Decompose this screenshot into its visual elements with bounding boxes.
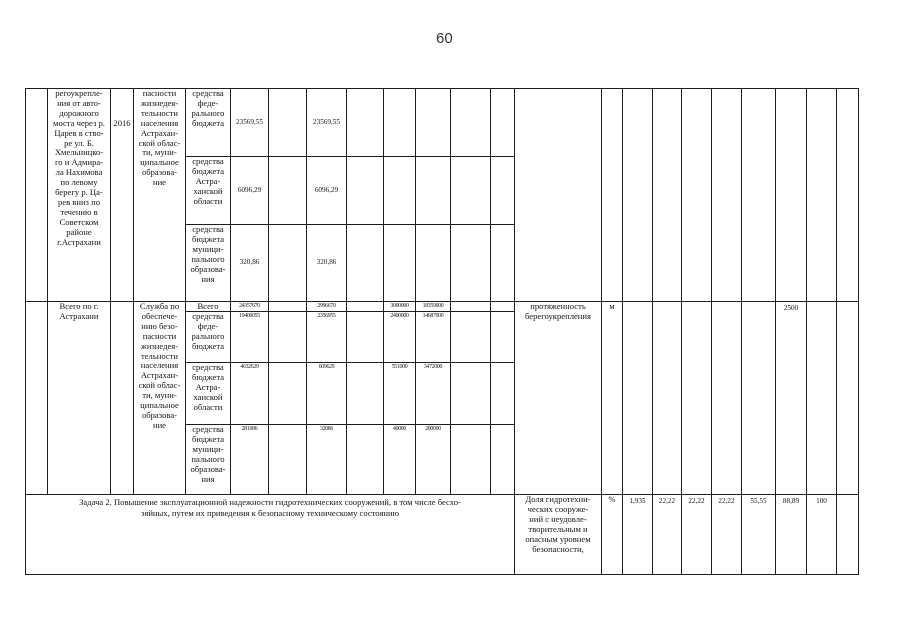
table-cell-c78: 200000 xyxy=(415,424,450,494)
table-cell-c68: 551000 xyxy=(383,362,415,424)
table-cell-c8 xyxy=(383,88,415,156)
table-cell-c74 xyxy=(268,424,306,494)
table-cell-c84 xyxy=(652,301,681,494)
table-cell-c59: 2400000 xyxy=(383,311,415,362)
table-cell-c9 xyxy=(415,88,450,156)
table-cell-c4: 23569,55 xyxy=(230,88,268,156)
table-cell-c42: Всего по г. Астрахани xyxy=(47,301,110,494)
table-cell-c23 xyxy=(268,224,306,301)
table-cell-c40 xyxy=(836,88,858,301)
table-cell-c69: 3472000 xyxy=(415,362,450,424)
table-cell-c62 xyxy=(490,311,514,362)
table-cell-c41 xyxy=(25,301,47,494)
table-cell-c17 xyxy=(383,156,415,224)
table-cell-c91: Задача 2. Повышение эксплуатационной надежности гидротехнических сооружений, в том числе бесхо- зяйных, путем их приведения к безопасному техническому состоянию xyxy=(25,494,514,574)
table-cell-c94: 1,935 xyxy=(622,494,652,574)
table-cell-c85 xyxy=(681,301,711,494)
table-right-border xyxy=(858,88,859,575)
table-cell-c98: 55,55 xyxy=(741,494,775,574)
table-cell-c76 xyxy=(346,424,383,494)
table-cell-c45: Всего xyxy=(185,301,230,311)
table-cell-c0: регоукрепле- ния от авто- дорожного моста через р. Царев в ство- ре ул. Б. Хмельницко- го и Адмира- ла Нахимова по левому берегу р. Ца- рев вниз по течению в Советском районе г.Астрахани xyxy=(47,88,110,301)
table-cell-c25 xyxy=(346,224,383,301)
table-cell-c18 xyxy=(415,156,450,224)
table-cell-c65 xyxy=(268,362,306,424)
table-cell-c39 xyxy=(806,88,836,301)
table-cell-c7 xyxy=(346,88,383,156)
table-cell-c97: 22,22 xyxy=(711,494,741,574)
table-cell-c89 xyxy=(806,301,836,494)
table-cell-c99: 88,89 xyxy=(775,494,806,574)
table-cell-c90 xyxy=(836,301,858,494)
table-bottom-border xyxy=(25,574,859,575)
page-number: 60 xyxy=(436,30,453,47)
table-cell-c22: 320,86 xyxy=(230,224,268,301)
table-cell-c95: 22,22 xyxy=(652,494,681,574)
table-cell-c36 xyxy=(711,88,741,301)
table-cell-c15: 6096,29 xyxy=(306,156,346,224)
table-cell-c33 xyxy=(622,88,652,301)
table-cell-c34 xyxy=(652,88,681,301)
table-cell-c28 xyxy=(450,224,490,301)
table-cell-c82: м xyxy=(601,301,622,494)
table-cell-c70 xyxy=(450,362,490,424)
table-cell-c83 xyxy=(622,301,652,494)
table-cell-c37 xyxy=(741,88,775,301)
table-cell-c27 xyxy=(415,224,450,301)
table-cell-c63: средства бюджета Астра- ханской области xyxy=(185,362,230,424)
table-cell-c24: 320,86 xyxy=(306,224,346,301)
table-cell-c93: % xyxy=(601,494,622,574)
table-cell-c38 xyxy=(775,88,806,301)
table-cell-c67 xyxy=(346,362,383,424)
table-cell-c30 xyxy=(25,88,47,301)
table-cell-c2: пасности жизнедея- тельности населения Астрахан- ской облас- ти, муни- ципальное образова- ние xyxy=(133,88,185,301)
table-cell-c44: Служба по обеспече- нию безо- пасности жизнедея- тельности населения Астрахан- ской облас- ти, муни- ципальное образова- ние xyxy=(133,301,185,494)
table-cell-c20 xyxy=(490,156,514,224)
table-cell-c56 xyxy=(268,311,306,362)
table-cell-c11 xyxy=(490,88,514,156)
table-cell-c35 xyxy=(681,88,711,301)
table-cell-c72: средства бюджета муници- пального образова- ния xyxy=(185,424,230,494)
table-cell-c54: средства феде- рального бюджета xyxy=(185,311,230,362)
table-cell-c32 xyxy=(601,88,622,301)
table-cell-c53 xyxy=(490,301,514,311)
table-cell-c60: 14687000 xyxy=(415,311,450,362)
table-cell-c5 xyxy=(268,88,306,156)
table-cell-c96: 22,22 xyxy=(681,494,711,574)
table-cell-c87 xyxy=(741,301,775,494)
table-cell-c86 xyxy=(711,301,741,494)
table-cell-c77: 40000 xyxy=(383,424,415,494)
table-cell-c26 xyxy=(383,224,415,301)
table-cell-c92: Доля гидротехни- ческих сооруже- ний с неудовле- творительным и опасным уровнем безопасности, xyxy=(514,494,601,574)
table-cell-c46: 24357670 xyxy=(230,301,268,311)
table-cell-c88: 2500 xyxy=(775,301,806,494)
table-cell-c66: 609629 xyxy=(306,362,346,424)
table-cell-c52 xyxy=(450,301,490,311)
table-cell-c1: 2016 xyxy=(110,88,133,301)
table-cell-c50: 3000000 xyxy=(383,301,415,311)
table-cell-c21: средства бюджета муници- пального образова- ния xyxy=(185,224,230,301)
table-cell-c79 xyxy=(450,424,490,494)
table-cell-c14 xyxy=(268,156,306,224)
table-cell-c75: 32086 xyxy=(306,424,346,494)
table-cell-c101 xyxy=(836,494,858,574)
table-cell-c6: 23569,55 xyxy=(306,88,346,156)
table-cell-c16 xyxy=(346,156,383,224)
table-cell-c61 xyxy=(450,311,490,362)
table-cell-c58 xyxy=(346,311,383,362)
table-cell-c81: протяженность берегоукрепления xyxy=(514,301,601,494)
table-cell-c12: средства бюджета Астра- ханской области xyxy=(185,156,230,224)
table-cell-c31 xyxy=(514,88,601,301)
table-cell-c49 xyxy=(346,301,383,311)
table-cell-c48: 2996670 xyxy=(306,301,346,311)
table-cell-c73: 281086 xyxy=(230,424,268,494)
table-cell-c3: средства феде- рального бюджета xyxy=(185,88,230,156)
table-cell-c19 xyxy=(450,156,490,224)
table-cell-c10 xyxy=(450,88,490,156)
table-cell-c55: 19400055 xyxy=(230,311,268,362)
table-cell-c47 xyxy=(268,301,306,311)
table-cell-c43 xyxy=(110,301,133,494)
table-cell-c51: 18359000 xyxy=(415,301,450,311)
table-cell-c57: 2356955 xyxy=(306,311,346,362)
table-cell-c100: 100 xyxy=(806,494,836,574)
table-cell-c29 xyxy=(490,224,514,301)
table-cell-c13: 6096,29 xyxy=(230,156,268,224)
table-cell-c64: 4632629 xyxy=(230,362,268,424)
table-cell-c71 xyxy=(490,362,514,424)
table-cell-c80 xyxy=(490,424,514,494)
